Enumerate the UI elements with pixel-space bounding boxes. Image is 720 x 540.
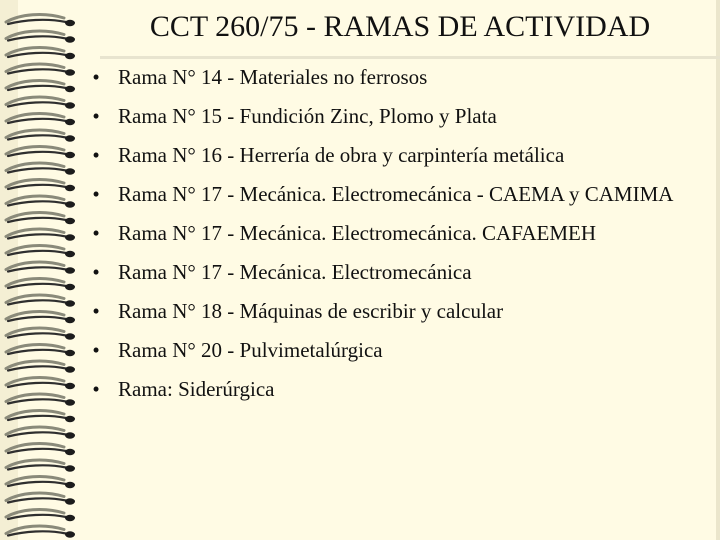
list-item bbox=[86, 298, 706, 324]
list-item bbox=[86, 337, 706, 363]
binding-hole bbox=[65, 531, 75, 537]
binding-hole bbox=[65, 366, 75, 372]
bullet-icon: • bbox=[92, 260, 100, 284]
title-rule bbox=[100, 56, 720, 59]
bullet-icon: • bbox=[92, 65, 100, 89]
binding-hole bbox=[65, 135, 75, 141]
binding-hole bbox=[65, 350, 75, 356]
binding-hole bbox=[65, 234, 75, 240]
binding-hole bbox=[65, 383, 75, 389]
list-item-label: Rama: Siderúrgica bbox=[118, 377, 275, 401]
binding-hole bbox=[65, 416, 75, 422]
slide-title: CCT 260/75 - RAMAS DE ACTIVIDAD bbox=[149, 10, 651, 43]
binding-hole bbox=[65, 465, 75, 471]
binding-hole bbox=[65, 515, 75, 521]
list-item-label: Rama N° 17 - Mecánica. Electromecánica bbox=[118, 260, 472, 284]
binding-hole bbox=[65, 300, 75, 306]
list-item-label: Rama N° 16 - Herrería de obra y carpintería metálica bbox=[118, 143, 565, 167]
binding-hole bbox=[65, 119, 75, 125]
binding-hole bbox=[65, 102, 75, 108]
list-item-label: Rama N° 18 - Máquinas de escribir y calcular bbox=[118, 299, 504, 323]
binding-hole bbox=[65, 498, 75, 504]
binding-hole bbox=[65, 36, 75, 42]
bullet-list bbox=[86, 64, 706, 415]
bullet-icon: • bbox=[92, 338, 100, 362]
binding-hole bbox=[65, 201, 75, 207]
binding-hole bbox=[65, 317, 75, 323]
list-item bbox=[86, 220, 706, 246]
list-item bbox=[86, 64, 706, 90]
binding-hole bbox=[65, 168, 75, 174]
page-edge bbox=[716, 0, 720, 540]
bullet-icon: • bbox=[92, 182, 100, 206]
list-item-label: Rama N° 17 - Mecánica. Electromecánica. CAFAEMEH bbox=[118, 221, 597, 245]
list-item bbox=[86, 259, 706, 285]
list-item bbox=[86, 376, 706, 402]
binding-hole bbox=[65, 251, 75, 257]
binding-hole bbox=[65, 218, 75, 224]
binding-hole bbox=[65, 284, 75, 290]
list-item-label: Rama N° 15 - Fundición Zinc, Plomo y Plata bbox=[118, 104, 497, 128]
bullet-icon: • bbox=[92, 104, 100, 128]
binding-hole bbox=[65, 20, 75, 26]
list-item-label: Rama N° 20 - Pulvimetalúrgica bbox=[118, 338, 383, 362]
binding-hole bbox=[65, 69, 75, 75]
bullet-icon: • bbox=[92, 221, 100, 245]
binding-hole bbox=[65, 185, 75, 191]
binding-hole bbox=[65, 267, 75, 273]
bullet-icon: • bbox=[92, 299, 100, 323]
bullet-icon: • bbox=[92, 143, 100, 167]
list-item bbox=[86, 142, 706, 168]
binding-hole bbox=[65, 86, 75, 92]
binding-hole bbox=[65, 399, 75, 405]
list-item bbox=[86, 181, 706, 207]
binding-hole bbox=[65, 432, 75, 438]
binding-hole bbox=[65, 152, 75, 158]
bullet-icon: • bbox=[92, 377, 100, 401]
list-item-label: Rama N° 14 - Materiales no ferrosos bbox=[118, 65, 428, 89]
binding-hole bbox=[65, 482, 75, 488]
spiral-binding bbox=[0, 0, 90, 540]
binding-hole bbox=[65, 449, 75, 455]
list-item bbox=[86, 103, 706, 129]
list-item-label: Rama N° 17 - Mecánica. Electromecánica - CAEMA y CAMIMA bbox=[118, 182, 674, 206]
binding-hole bbox=[65, 53, 75, 59]
binding-hole bbox=[65, 333, 75, 339]
